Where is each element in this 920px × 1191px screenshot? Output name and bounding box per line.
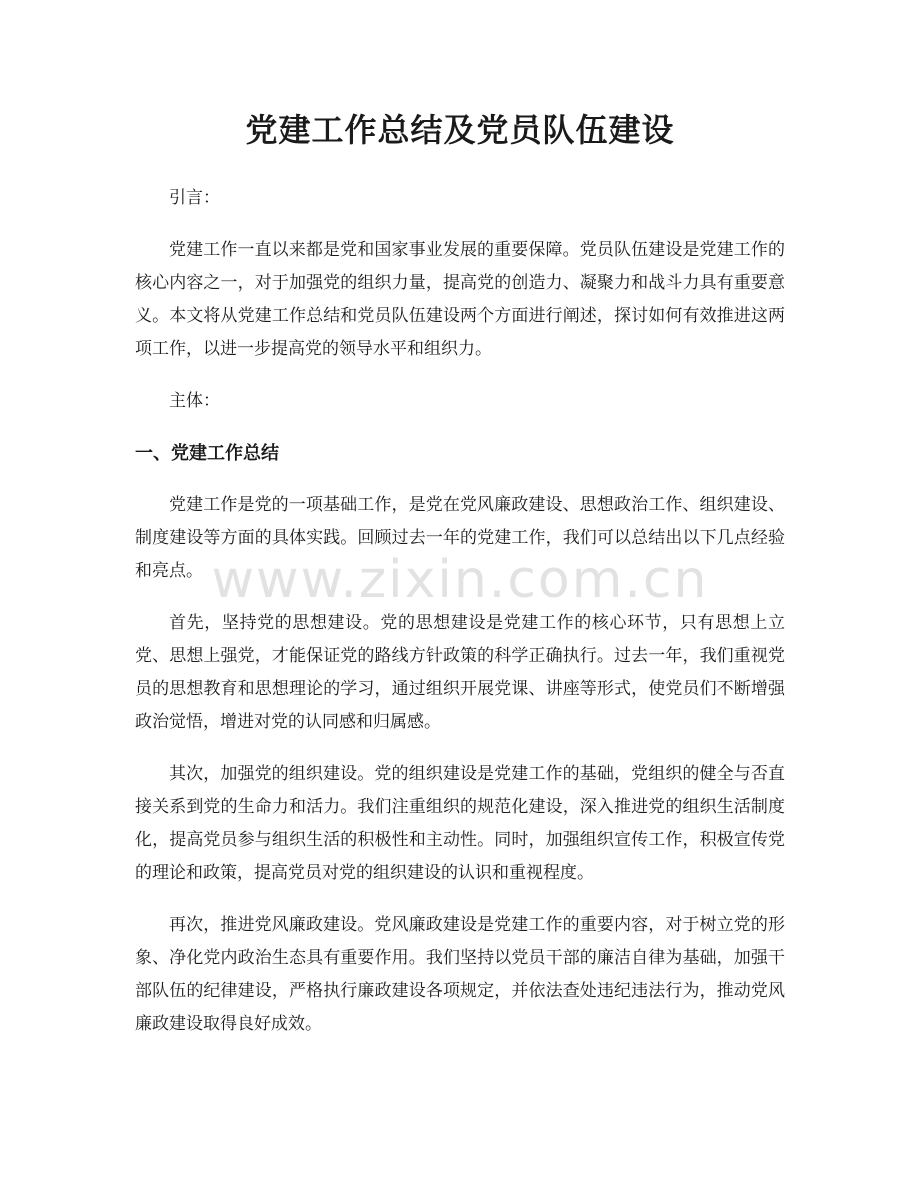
- document-title: 党建工作总结及党员队伍建设: [245, 111, 675, 149]
- intro-paragraph: 党建工作一直以来都是党和国家事业发展的重要保障。党员队伍建设是党建工作的核心内容之一，对于加强党的组织力量，提高党的创造力、凝聚力和战斗力具有重要意义。本文将从党建工作总结和党员队伍建设两个方面进行阐述，探讨如何有效推进这两项工作，以进一步提高党的领导水平和组织力。: [135, 240, 785, 359]
- document-body: [135, 182, 785, 1060]
- watermark: www.zixin.com.cn: [211, 550, 709, 610]
- paragraph-overview: 党建工作是党的一项基础工作，是党在党风廉政建设、思想政治工作、组织建设、制度建设等方面的具体实践。回顾过去一年的党建工作，我们可以总结出以下几点经验和亮点。: [135, 495, 785, 581]
- section-heading: 一、党建工作总结: [135, 443, 279, 464]
- body-label: 主体：: [169, 391, 220, 411]
- paragraph-organization: 其次，加强党的组织建设。党的组织建设是党建工作的基础，党组织的健全与否直接关系到党的生命力和活力。我们注重组织的规范化建设，深入推进党的组织生活制度化，提高党员参与组织生活的积极性和主动性。同时，加强组织宣传工作，积极宣传党的理论和政策，提高党员对党的组织建设的认识和重视程度。: [135, 764, 785, 883]
- paragraph-ideology: 首先，坚持党的思想建设。党的思想建设是党建工作的核心环节，只有思想上立党、思想上强党，才能保证党的路线方针政策的科学正确执行。过去一年，我们重视党员的思想教育和思想理论的学习，通过组织开展党课、讲座等形式，使党员们不断增强政治觉悟，增进对党的认同感和归属感。: [135, 613, 785, 732]
- paragraph-integrity: 再次，推进党风廉政建设。党风廉政建设是党建工作的重要内容，对于树立党的形象、净化党内政治生态具有重要作用。我们坚持以党员干部的廉洁自律为基础，加强干部队伍的纪律建设，严格执行廉政建设各项规定，并依法查处违纪违法行为，推动党风廉政建设取得良好成效。: [135, 915, 785, 1034]
- intro-label: 引言：: [169, 188, 220, 208]
